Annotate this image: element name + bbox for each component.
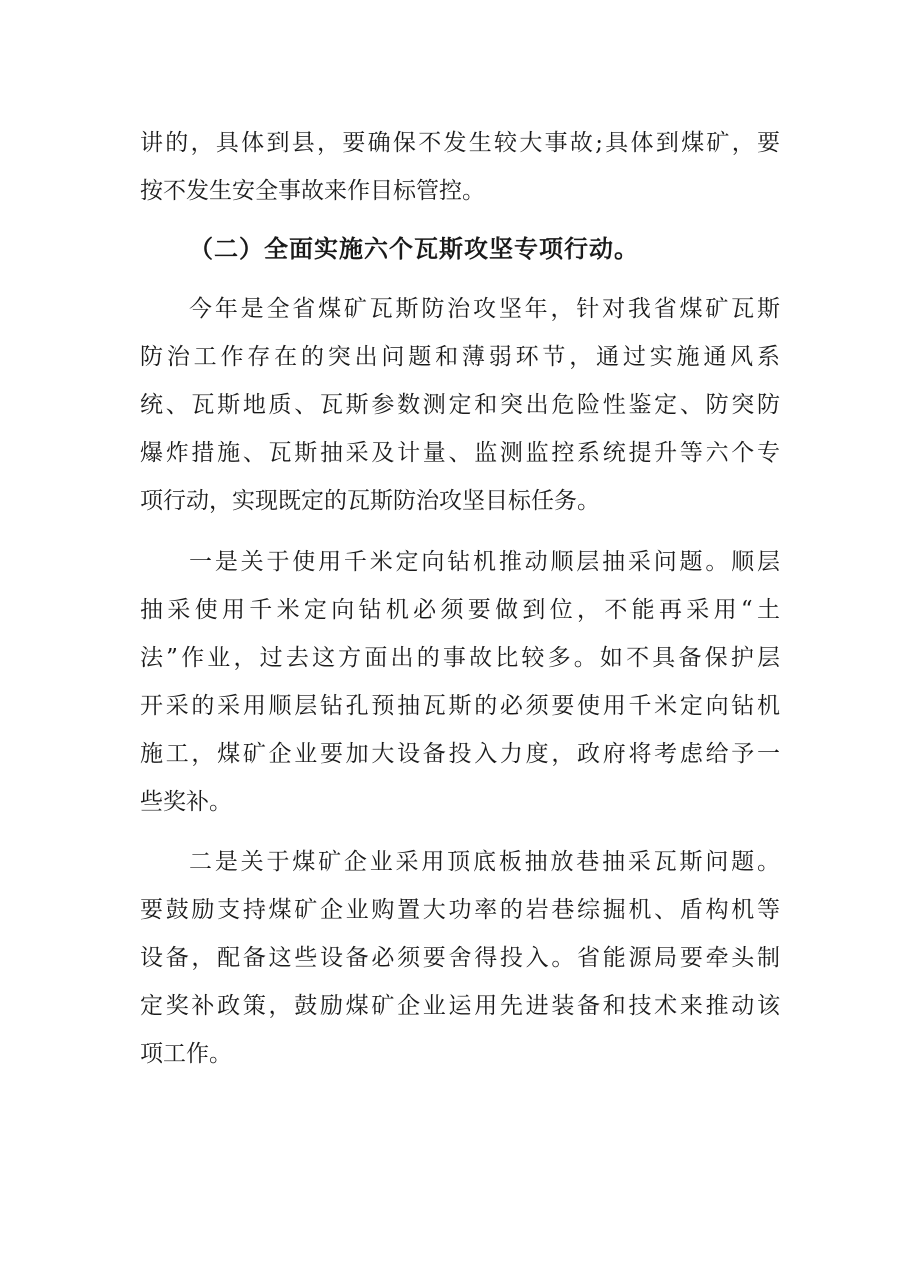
paragraph-2-line-1: 一是关于使用千米定向钻机推动顺层抽采问题。顺层 [189, 549, 780, 575]
paragraph-1-line-5: 项行动，实现既定的瓦斯防治攻坚目标任务。 [140, 488, 600, 514]
paragraph-3-line-2: 要鼓励支持煤矿企业购置大功率的岩巷综掘机、盾构机等 [140, 897, 780, 923]
paragraph-2-line-5: 施工，煤矿企业要加大设备投入力度，政府将考虑给予一 [140, 741, 780, 767]
intro-line-1: 讲的，具体到县，要确保不发生较大事故;具体到煤矿，要 [140, 130, 780, 156]
paragraph-3-line-5: 项工作。 [140, 1041, 232, 1067]
intro-line-2: 按不发生安全事故来作目标管控。 [140, 178, 485, 204]
paragraph-3-line-1: 二是关于煤矿企业采用顶底板抽放巷抽采瓦斯问题。 [189, 849, 780, 875]
paragraph-2-line-3: 法”作业，过去这方面出的事故比较多。如不具备保护层 [140, 645, 780, 671]
paragraph-1-line-1: 今年是全省煤矿瓦斯防治攻坚年，针对我省煤矿瓦斯 [189, 296, 780, 322]
paragraph-1-line-4: 爆炸措施、瓦斯抽采及计量、监测监控系统提升等六个专 [140, 440, 780, 466]
paragraph-3-line-4: 定奖补政策，鼓励煤矿企业运用先进装备和技术来推动该 [140, 993, 780, 1019]
paragraph-3-line-3: 设备，配备这些设备必须要舍得投入。省能源局要牵头制 [140, 945, 780, 971]
paragraph-2-line-2: 抽采使用千米定向钻机必须要做到位，不能再采用“土 [140, 597, 780, 623]
paragraph-1-line-2: 防治工作存在的突出问题和薄弱环节，通过实施通风系 [140, 344, 780, 370]
paragraph-1-line-3: 统、瓦斯地质、瓦斯参数测定和突出危险性鉴定、防突防 [140, 392, 780, 418]
paragraph-2-line-6: 些奖补。 [140, 789, 232, 815]
section-heading: （二）全面实施六个瓦斯攻坚专项行动。 [189, 235, 639, 263]
paragraph-2-line-4: 开采的采用顺层钻孔预抽瓦斯的必须要使用千米定向钻机 [140, 693, 780, 719]
